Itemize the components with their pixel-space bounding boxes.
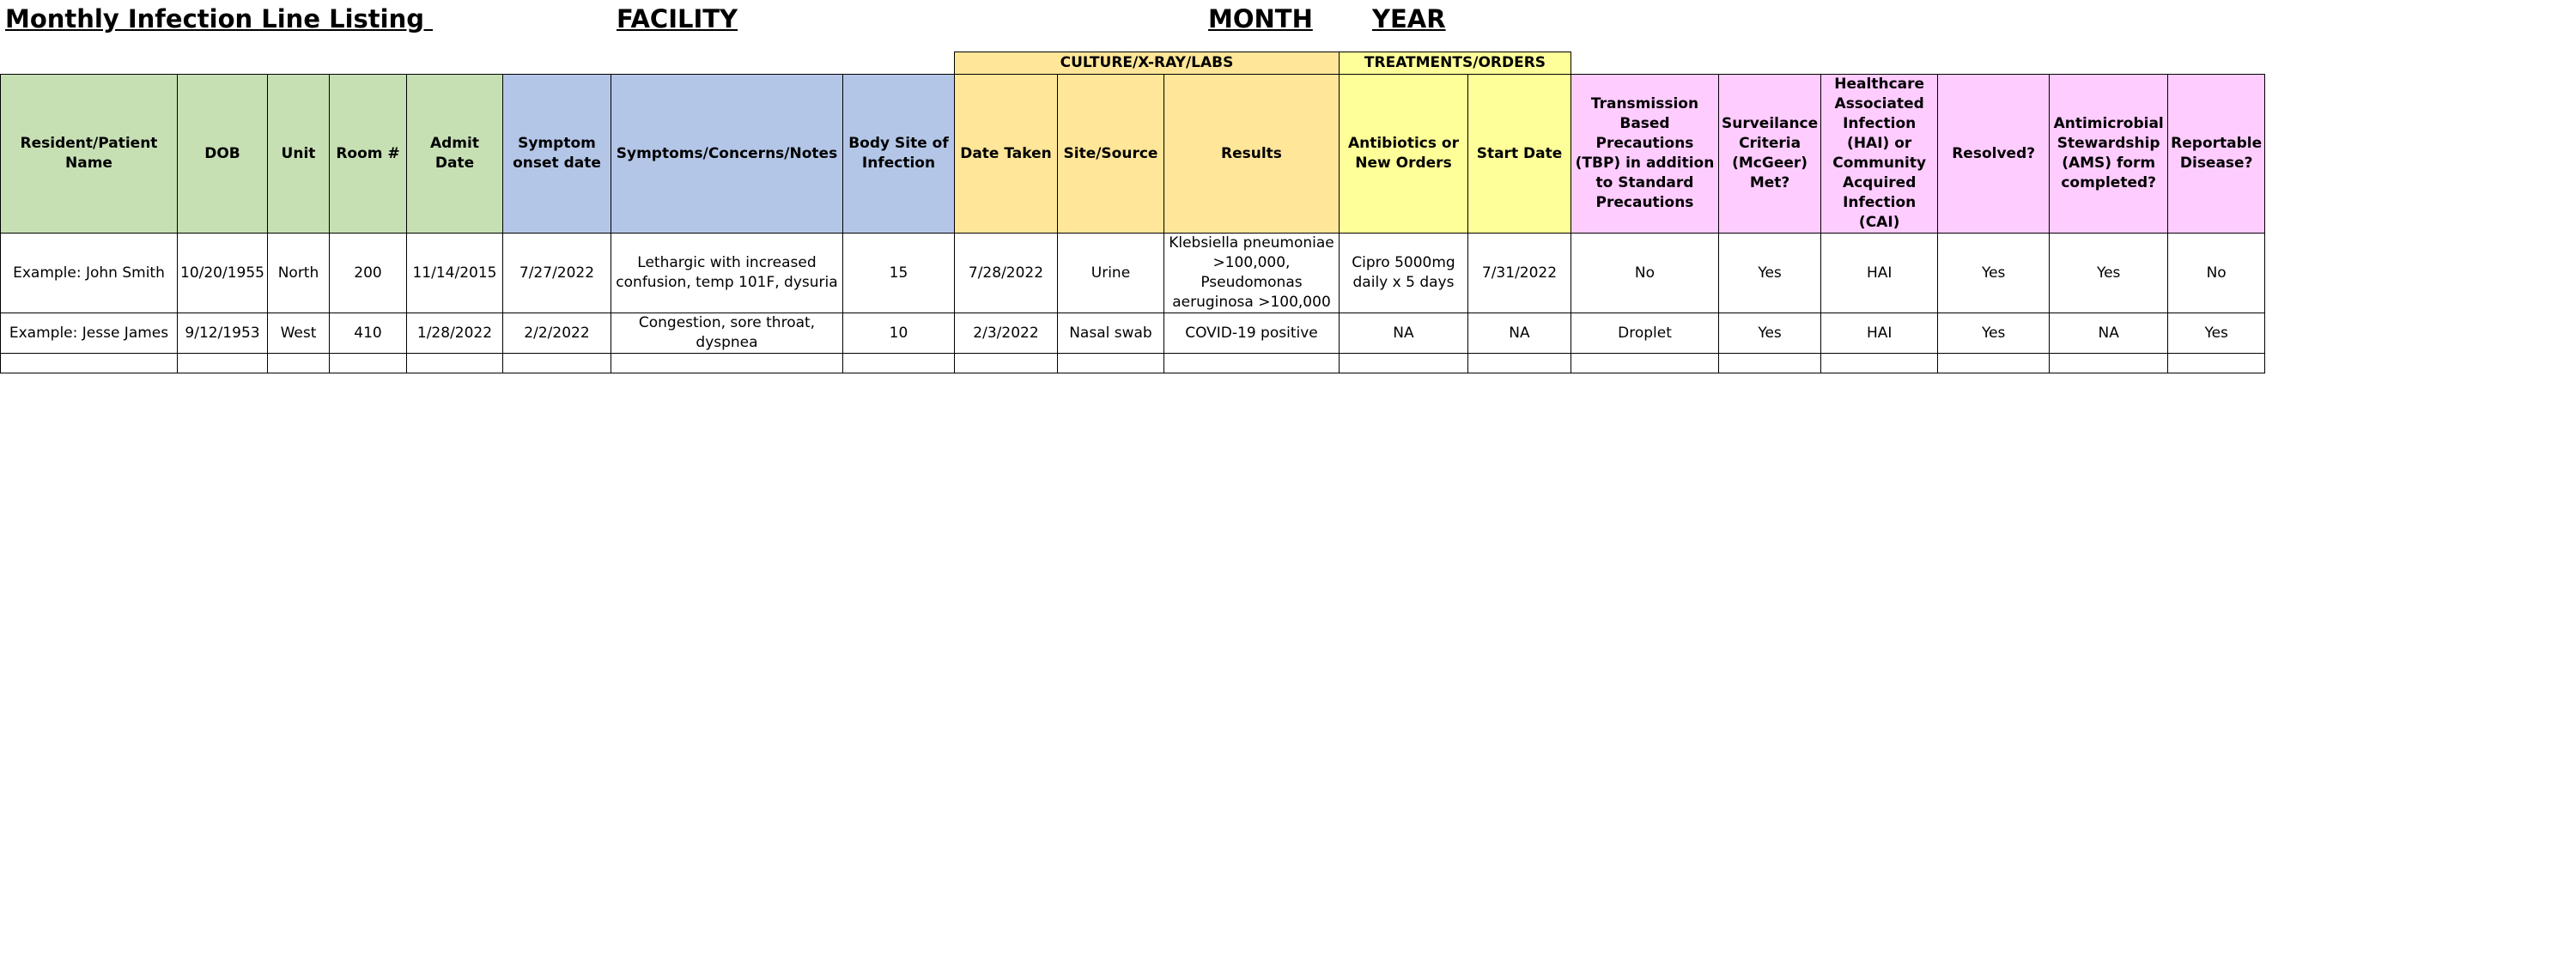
table-cell[interactable]: Yes — [2168, 313, 2265, 354]
table-cell[interactable]: 2/3/2022 — [954, 313, 1057, 354]
table-cell[interactable] — [267, 354, 329, 373]
table-cell[interactable] — [1467, 354, 1571, 373]
table-cell[interactable] — [1571, 354, 1718, 373]
table-cell[interactable] — [1821, 354, 1938, 373]
table-cell[interactable] — [1163, 354, 1339, 373]
table-cell[interactable]: 7/31/2022 — [1467, 234, 1571, 313]
column-header-row — [1, 75, 2265, 234]
table-cell[interactable]: NA — [2050, 313, 2168, 354]
table-cell[interactable]: Congestion, sore throat, dyspnea — [611, 313, 842, 354]
column-header: Reportable Disease? — [2168, 75, 2265, 234]
table-cell[interactable] — [2168, 354, 2265, 373]
table-cell[interactable]: 7/28/2022 — [954, 234, 1057, 313]
table-cell[interactable]: 1/28/2022 — [406, 313, 502, 354]
table-cell[interactable] — [1339, 354, 1467, 373]
column-header: DOB — [178, 75, 268, 234]
facility-label: FACILITY — [617, 4, 738, 33]
table-cell[interactable]: Cipro 5000mg daily x 5 days — [1339, 234, 1467, 313]
table-cell[interactable]: Yes — [1718, 234, 1820, 313]
table-cell[interactable]: 200 — [329, 234, 406, 313]
table-cell[interactable]: 2/2/2022 — [502, 313, 611, 354]
culture-group-header: CULTURE/X-RAY/LABS — [954, 52, 1339, 75]
table-cell[interactable]: Nasal swab — [1057, 313, 1163, 354]
table-cell[interactable] — [1938, 354, 2050, 373]
column-header: Body Site of Infection — [842, 75, 954, 234]
column-header: Antibiotics or New Orders — [1339, 75, 1467, 234]
table-cell[interactable]: Urine — [1057, 234, 1163, 313]
table-cell[interactable]: Droplet — [1571, 313, 1718, 354]
table-cell[interactable] — [1718, 354, 1820, 373]
column-header: Room # — [329, 75, 406, 234]
table-cell[interactable] — [954, 354, 1057, 373]
column-header: Admit Date — [406, 75, 502, 234]
table-cell[interactable]: Yes — [1938, 313, 2050, 354]
column-header: Surveilance Criteria (McGeer) Met? — [1718, 75, 1820, 234]
table-cell[interactable]: Example: John Smith — [1, 234, 178, 313]
month-label: MONTH — [1208, 4, 1313, 33]
column-header: Symptom onset date — [502, 75, 611, 234]
table-cell[interactable]: 11/14/2015 — [406, 234, 502, 313]
page-title: Monthly Infection Line Listing — [5, 4, 434, 33]
table-cell[interactable]: NA — [1467, 313, 1571, 354]
table-row — [1, 313, 2265, 354]
column-header: Date Taken — [954, 75, 1057, 234]
table-cell[interactable] — [2050, 354, 2168, 373]
table-cell[interactable]: No — [2168, 234, 2265, 313]
table-row — [1, 234, 2265, 313]
table-cell[interactable]: North — [267, 234, 329, 313]
table-cell[interactable] — [1057, 354, 1163, 373]
column-header: Unit — [267, 75, 329, 234]
table-cell[interactable]: NA — [1339, 313, 1467, 354]
table-cell[interactable]: Example: Jesse James — [1, 313, 178, 354]
table-cell[interactable] — [1, 354, 178, 373]
table-cell[interactable]: Yes — [1938, 234, 2050, 313]
table-cell[interactable]: Lethargic with increased confusion, temp 101F, dysuria — [611, 234, 842, 313]
table-cell[interactable]: Yes — [1718, 313, 1820, 354]
column-header: Healthcare Associated Infection (HAI) or Community Acquired Infection (CAI) — [1821, 75, 1938, 234]
table-cell[interactable]: 9/12/1953 — [178, 313, 268, 354]
column-header: Symptoms/Concerns/Notes — [611, 75, 842, 234]
table-cell[interactable] — [329, 354, 406, 373]
column-header: Start Date — [1467, 75, 1571, 234]
table-cell[interactable]: COVID-19 positive — [1163, 313, 1339, 354]
table-cell[interactable] — [502, 354, 611, 373]
table-cell[interactable]: Klebsiella pneumoniae >100,000, Pseudomonas aeruginosa >100,000 — [1163, 234, 1339, 313]
column-header: Transmission Based Precautions (TBP) in addition to Standard Precautions — [1571, 75, 1718, 234]
line-listing-table — [0, 52, 2265, 373]
table-cell[interactable]: No — [1571, 234, 1718, 313]
table-cell[interactable]: HAI — [1821, 313, 1938, 354]
table-cell[interactable]: HAI — [1821, 234, 1938, 313]
column-header: Resident/Patient Name — [1, 75, 178, 234]
table-cell[interactable]: 410 — [329, 313, 406, 354]
table-cell[interactable]: 7/27/2022 — [502, 234, 611, 313]
group-header-row — [1, 52, 2265, 75]
table-cell[interactable]: 10/20/1955 — [178, 234, 268, 313]
column-header: Site/Source — [1057, 75, 1163, 234]
table-cell[interactable] — [611, 354, 842, 373]
column-header: Resolved? — [1938, 75, 2050, 234]
title-row — [0, 0, 2576, 38]
treatments-group-header: TREATMENTS/ORDERS — [1339, 52, 1571, 75]
table-cell[interactable] — [842, 354, 954, 373]
column-header: Results — [1163, 75, 1339, 234]
blank-group-cell — [1, 52, 955, 75]
table-cell[interactable] — [406, 354, 502, 373]
table-cell[interactable] — [178, 354, 268, 373]
table-cell[interactable]: 15 — [842, 234, 954, 313]
year-label: YEAR — [1372, 4, 1446, 33]
table-cell[interactable]: Yes — [2050, 234, 2168, 313]
column-header: Antimicrobial Stewardship (AMS) form completed? — [2050, 75, 2168, 234]
table-row — [1, 354, 2265, 373]
table-cell[interactable]: West — [267, 313, 329, 354]
table-cell[interactable]: 10 — [842, 313, 954, 354]
blank-group-cell — [1571, 52, 2264, 75]
